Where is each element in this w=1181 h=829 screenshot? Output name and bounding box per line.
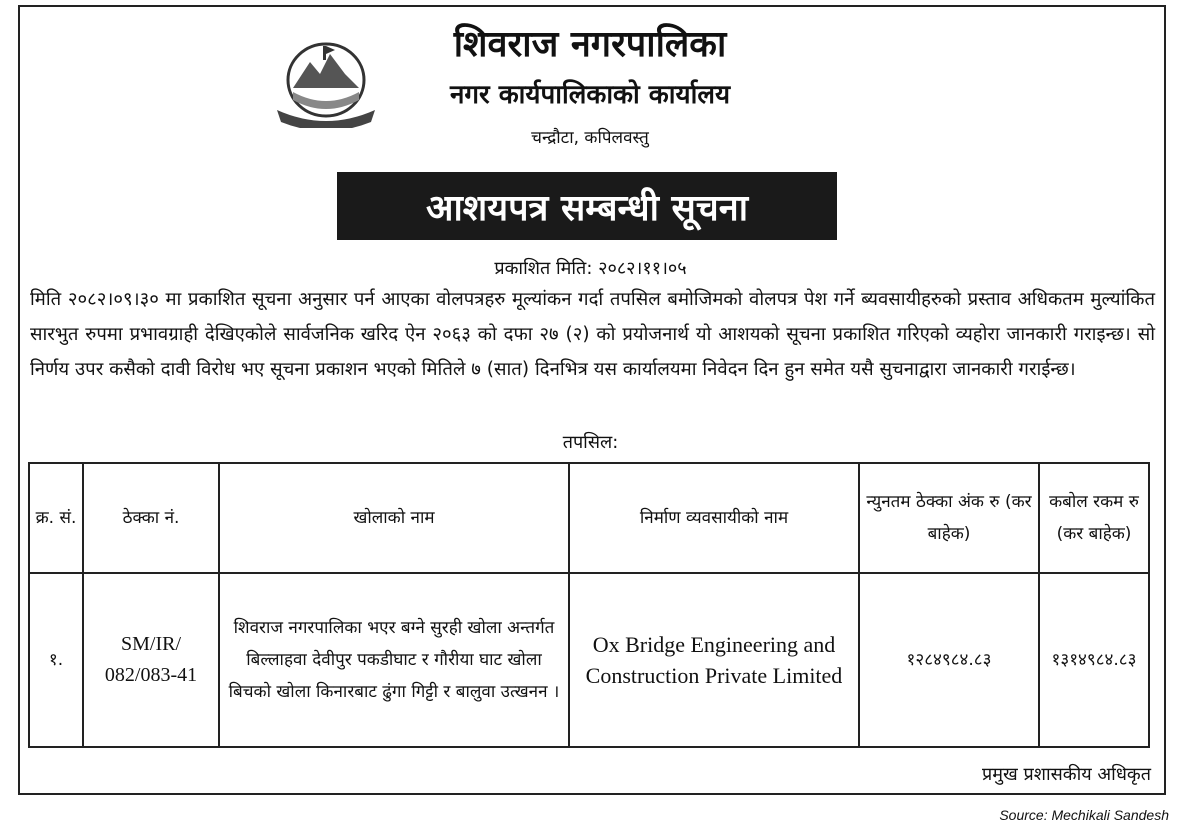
cell-river-name: शिवराज नगरपालिका भएर बग्ने सुरही खोला अन्तर्गत बिल्लाहवा देवीपुर पकडीघाट र गौरीया घाट खोला बिचको खोला किनारबाट ढुंगा गिट्टी र बालुवा उत्खनन ।	[219, 573, 569, 747]
col-sn: क्र. सं.	[29, 463, 83, 573]
notice-banner: आशयपत्र सम्बन्धी सूचना	[337, 172, 837, 240]
signatory: प्रमुख प्रशासकीय अधिकृत	[982, 764, 1151, 785]
published-date: प्रकाशित मिति: २०८२।११।०५	[494, 258, 687, 279]
office-subtitle: नगर कार्यपालिकाको कार्यालय	[449, 80, 731, 110]
col-river-name: खोलाको नाम	[219, 463, 569, 573]
municipality-title: शिवराज नगरपालिका	[453, 24, 727, 65]
source-credit: Source: Mechikali Sandesh	[999, 807, 1169, 823]
cell-bid-amount: १३१४९८४.८३	[1039, 573, 1149, 747]
col-contract-no: ठेक्का नं.	[83, 463, 219, 573]
details-label: तपसिल:	[562, 432, 619, 453]
table-row	[29, 573, 1149, 747]
address: चन्द्रौटा, कपिलवस्तु	[531, 128, 649, 148]
notice-body: मिति २०८२।०९।३० मा प्रकाशित सूचना अनुसार पर्न आएका वोलपत्रहरु मूल्यांकन गर्दा तपसिल बमोजिमको वोलपत्र पेश गर्ने ब्यवसायीहरुको प्रस्ताव अधिकतम मुल्यांकित सारभुत रुपमा प्रभावग्राही देखिएकोले सार्वजनिक खरिद ऐन २०६३ को दफा २७ (२) को प्रयोजनार्थ यो आशयको सूचना प्रकाशित गरिएको व्यहोरा जानकारी गराइन्छ। सो निर्णय उपर कसैको दावी विरोध भए सूचना प्रकाशन भएको मितिले ७ (सात) दिनभित्र यस कार्यालयमा निवेदन दिन हुन समेत यसै सुचनाद्वारा जानकारी गराईन्छ।	[30, 289, 1155, 380]
col-contractor: निर्माण व्यवसायीको नाम	[569, 463, 859, 573]
cell-contractor: Ox Bridge Engineering and Construction Private Limited	[569, 573, 859, 747]
cell-min-amount: १२८४९८४.८३	[859, 573, 1039, 747]
col-min-amount: न्युनतम ठेक्का अंक रु (कर बाहेक)	[859, 463, 1039, 573]
cell-contract-no: SM/IR/ 082/083-41	[83, 573, 219, 747]
col-bid-amount: कबोल रकम रु (कर बाहेक)	[1039, 463, 1149, 573]
cell-sn: १.	[29, 573, 83, 747]
bid-table	[28, 462, 1150, 748]
table-header-row	[29, 463, 1149, 573]
